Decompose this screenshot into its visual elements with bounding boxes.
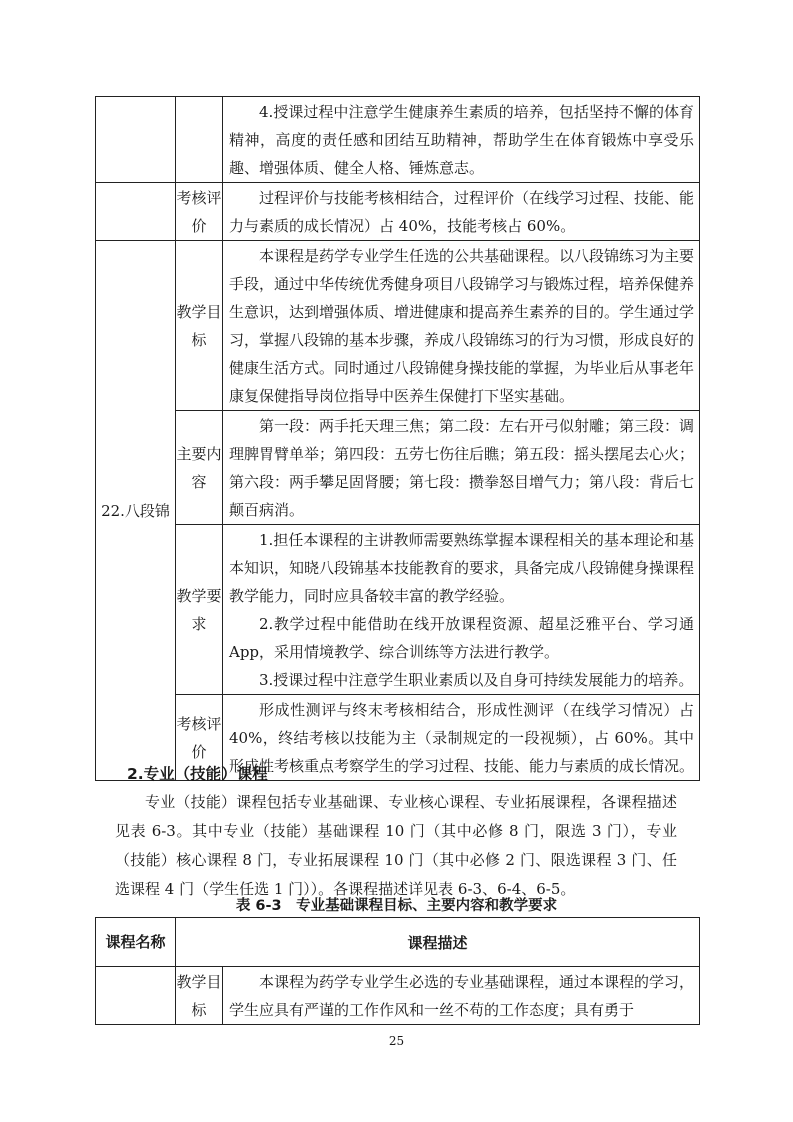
course-name-cell-empty <box>96 183 176 241</box>
row-label-goals: 教学目标 <box>176 967 223 1025</box>
row-label-content: 主要内容 <box>176 411 223 525</box>
course-table-6-3 <box>95 917 700 1025</box>
row-label-assessment: 考核评价 <box>176 695 223 781</box>
row-label-goals: 教学目标 <box>176 241 223 411</box>
section-heading: 2.专业（技能）课程 <box>127 765 268 783</box>
course-name-cell-empty <box>96 97 176 183</box>
row-content-cell <box>223 411 700 525</box>
row-content-cell <box>223 967 700 1025</box>
paragraph: 1.担任本课程的主讲教师需要熟练掌握本课程相关的基本理论和基本知识，知晓八段锦基本技能教育的要求，具备完成八段锦健身操课程教学能力，同时应具备较丰富的教学经验。 <box>229 531 695 605</box>
header-course-name: 课程名称 <box>96 918 176 967</box>
course-name-baduanjin: 22.八段锦 <box>96 241 176 781</box>
row-content-cell <box>223 241 700 411</box>
table-header-row <box>96 918 700 967</box>
row-content-cell <box>223 183 700 241</box>
header-course-description: 课程描述 <box>176 918 700 967</box>
table-row <box>96 411 700 525</box>
table-row <box>96 525 700 695</box>
table-row <box>96 241 700 411</box>
row-content-cell <box>223 97 700 183</box>
paragraph: 2.教学过程中能借助在线开放课程资源、超星泛雅平台、学习通 App，采用情境教学、综合训练等方法进行教学。 <box>229 615 694 661</box>
paragraph: 本课程是药学专业学生任选的公共基础课程。以八段锦练习为主要手段，通过中华传统优秀健身项目八段锦学习与锻炼过程，培养保健养生意识，达到增强体质、增进健康和提高养生素养的目的。学生通过学习，掌握八段锦的基本步骤，养成八段锦练习的行为习惯，形成良好的健康生活方式。同时通过八段锦健身操技能的掌握，为毕业后从事老年康复保健指导岗位指导中医养生保健打下坚实基础。 <box>229 247 695 405</box>
page-number: 25 <box>388 1034 405 1048</box>
paragraph: 3.授课过程中注意学生职业素质以及自身可持续发展能力的培养。 <box>259 671 694 689</box>
row-content-cell <box>223 525 700 695</box>
paragraph: 4.授课过程中注意学生健康养生素质的培养，包括坚持不懈的体育精神，高度的责任感和团结互助精神，帮助学生在体育锻炼中享受乐趣、增强体质、健全人格、锤炼意志。 <box>229 103 694 177</box>
table-row <box>96 183 700 241</box>
paragraph: 第一段：两手托天理三焦；第二段：左右开弓似射雕；第三段：调理脾胃臂单举；第四段：五劳七伤往后瞧；第五段：摇头摆尾去心火；第六段：两手攀足固肾腰；第七段：攒拳怒目增气力；第八段：背后七颠百病消。 <box>229 417 695 519</box>
row-label-assessment: 考核评价 <box>176 183 223 241</box>
row-label-cell <box>176 97 223 183</box>
table-row <box>96 967 700 1025</box>
table-row <box>96 97 700 183</box>
paragraph: 过程评价与技能考核相结合，过程评价（在线学习过程、技能、能力与素质的成长情况）占 40%，技能考核占 60%。 <box>229 189 695 235</box>
course-table-continued <box>95 96 700 781</box>
table-caption: 表 6-3 专业基础课程目标、主要内容和教学要求 <box>235 898 558 914</box>
course-name-cell-empty <box>96 967 176 1025</box>
row-label-requirements: 教学要求 <box>176 525 223 695</box>
paragraph: 形成性测评与终末考核相结合，形成性测评（在线学习情况）占 40%，终结考核以技能为主（录制规定的一段视频），占 60%。其中形成性考核重点考察学生的学习过程、技能、能力与素质的成长情况。 <box>229 701 695 775</box>
row-content-cell <box>223 695 700 781</box>
paragraph: 本课程为药学专业学生必选的专业基础课程，通过本课程的学习，学生应具有严谨的工作作风和一丝不苟的工作态度；具有勇于 <box>229 973 695 1019</box>
section-intro-paragraph: 专业（技能）课程包括专业基础课、专业核心课程、专业拓展课程，各课程描述见表 6-3。其中专业（技能）基础课程 10 门（其中必修 8 门，限选 3 门），专业（技能）核心课程 8 门，专业拓展课程 10 门（其中必修 2 门、限选课程 3 门、任选课程 4 门（学生任选 1 门））。各课程描述详见表 6-3、6-4、6-5。 <box>115 793 677 898</box>
